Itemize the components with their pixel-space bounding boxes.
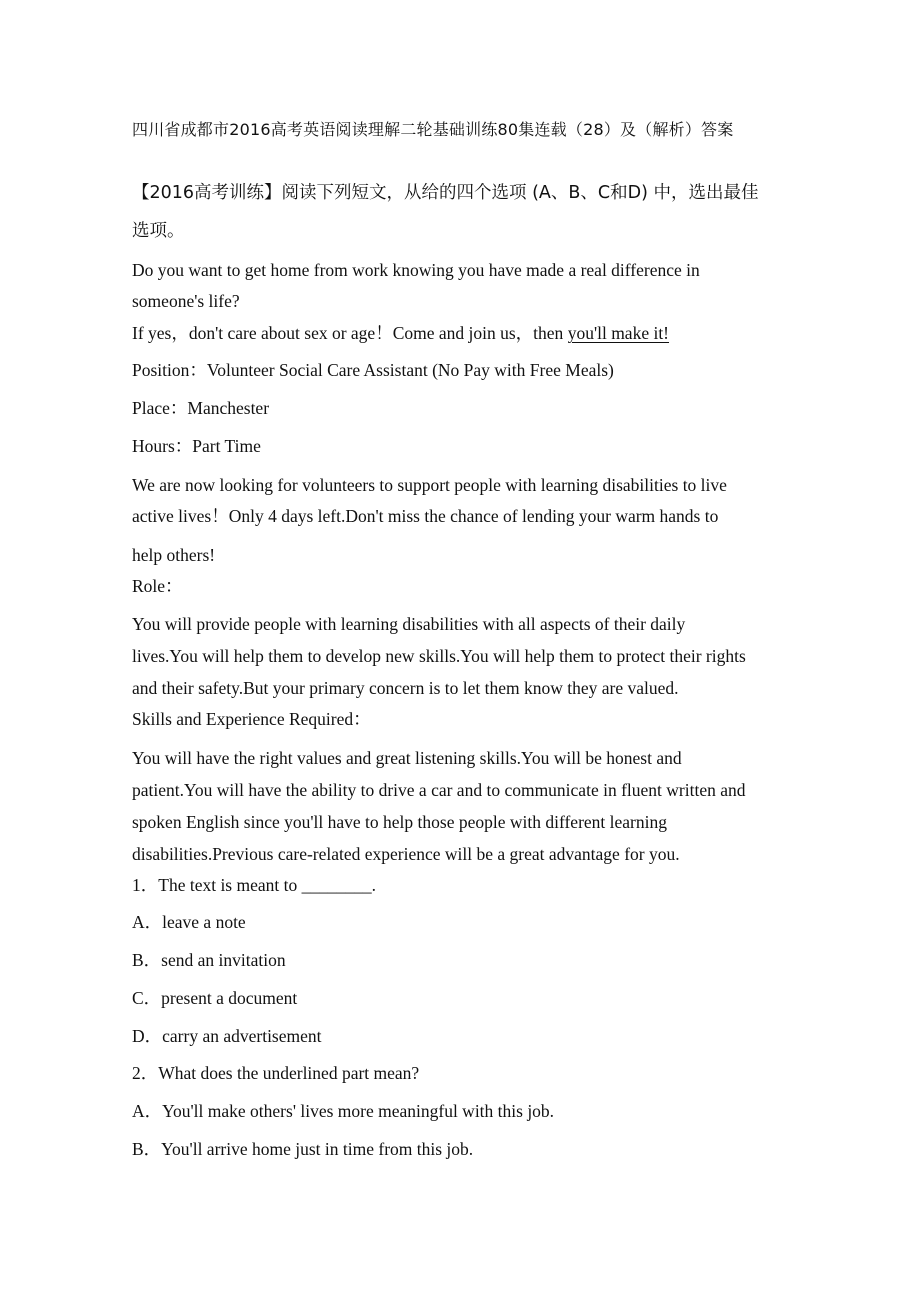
role-line-3: and their safety.But your primary concern is to let them know they are valued. — [132, 678, 679, 698]
question-1-option-d: D．carry an advertisement — [132, 1026, 322, 1046]
underlined-phrase: you'll make it! — [567, 323, 670, 343]
position-line: Position：Volunteer Social Care Assistant (No Pay with Free Meals) — [132, 360, 614, 380]
question-2-stem: 2．What does the underlined part mean? — [132, 1063, 420, 1083]
passage-paragraph-2 — [132, 321, 669, 345]
skills-line-3: spoken English since you'll have to help those people with different learning — [132, 812, 667, 832]
place-line: Place：Manchester — [132, 398, 270, 418]
question-2-option-b: B．You'll arrive home just in time from this job. — [132, 1139, 474, 1159]
passage-paragraph-2-text: If yes，don't care about sex or age！Come and join us，then — [132, 323, 568, 343]
question-1-option-a: A．leave a note — [132, 912, 246, 932]
question-1-option-c: C．present a document — [132, 988, 298, 1008]
skills-line-1: You will have the right values and great listening skills.You will be honest and — [132, 748, 682, 768]
passage-paragraph-3-line-3: help others! — [132, 545, 216, 565]
role-heading: Role： — [132, 576, 183, 596]
question-2-option-a: A．You'll make others' lives more meaningful with this job. — [132, 1101, 555, 1121]
skills-line-2: patient.You will have the ability to drive a car and to communicate in fluent written and — [132, 780, 746, 800]
role-line-2: lives.You will help them to develop new skills.You will help them to protect their rights — [132, 646, 746, 666]
passage-paragraph-3-line-2: active lives！Only 4 days left.Don't miss the chance of lending your warm hands to — [132, 506, 719, 526]
role-line-1: You will provide people with learning disabilities with all aspects of their daily — [132, 614, 686, 634]
instruction-line-1: 【2016高考训练】阅读下列短文，从给的四个选项 (A、B、C和D) 中，选出最佳 — [132, 183, 759, 203]
passage-paragraph-1-line-2: someone's life? — [132, 291, 240, 311]
instruction-line-2: 选项。 — [132, 221, 185, 241]
hours-line: Hours：Part Time — [132, 436, 261, 456]
document-title: 四川省成都市2016高考英语阅读理解二轮基础训练80集连载（28）及（解析）答案 — [132, 120, 734, 139]
skills-heading: Skills and Experience Required： — [132, 709, 371, 729]
question-1-stem: 1．The text is meant to ________. — [132, 875, 376, 895]
passage-paragraph-3-line-1: We are now looking for volunteers to support people with learning disabilities to live — [132, 475, 727, 495]
skills-line-4: disabilities.Previous care-related experience will be a great advantage for you. — [132, 844, 680, 864]
question-1-option-b: B．send an invitation — [132, 950, 286, 970]
passage-paragraph-1-line-1: Do you want to get home from work knowing you have made a real difference in — [132, 260, 700, 280]
